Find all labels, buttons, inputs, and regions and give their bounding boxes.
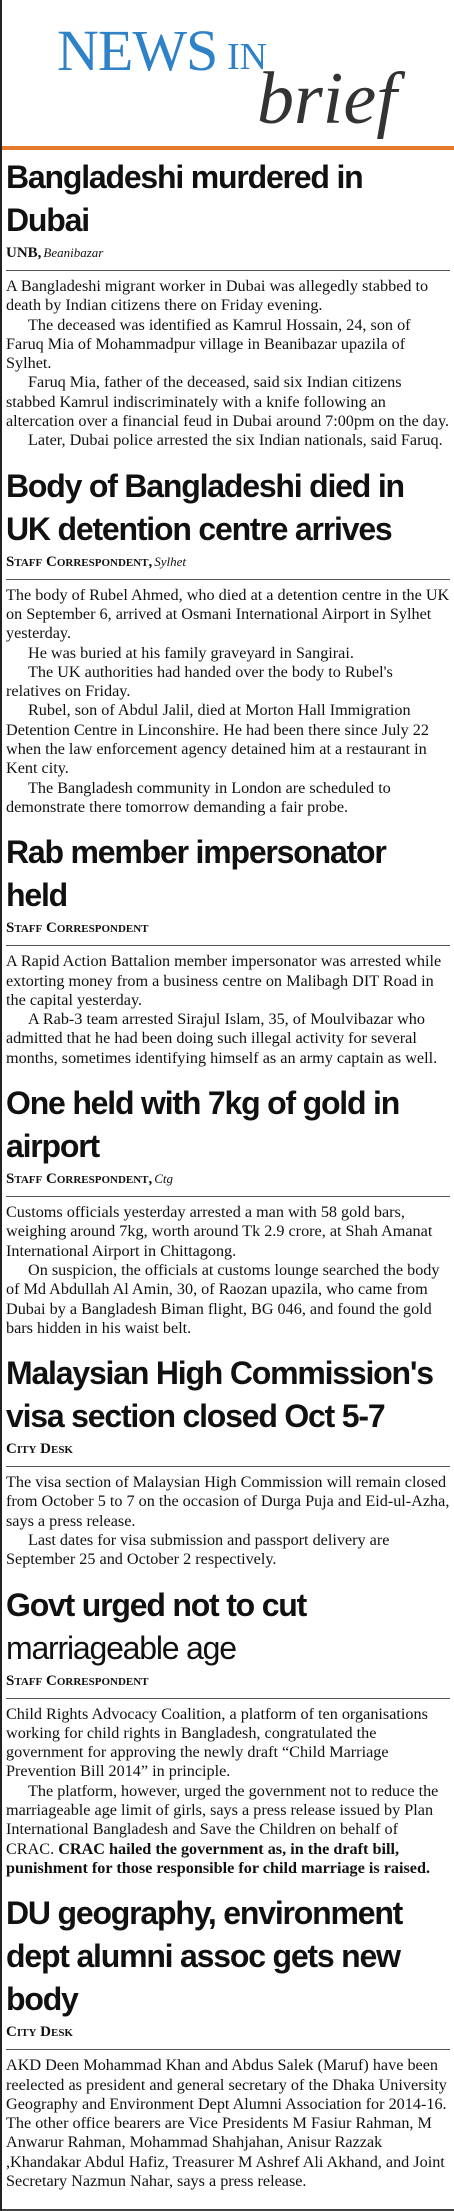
paragraph: The Bangladesh community in London are scheduled to demonstrate there tomorrow demanding a fair probe. xyxy=(6,778,391,816)
story-malaysia-visa xyxy=(2,1352,454,1569)
story-gold-airport xyxy=(2,1082,454,1338)
paragraph-text: The platform, however, urged the government not to reduce the marriageable age limit of girls, says a press release issued by Plan International Bangladesh and Save the Children on behalf of CRAC. xyxy=(6,1781,439,1858)
paragraph: AKD Deen Mohammad Khan and Abdus Salek (Maruf) have been reelected as president and general secretary of the Dhaka University Geography and Environment Dept Alumni Association for 2014-16. The other office bearers are Vice Presidents M Fasiur Rahman, M Anwarur Rahman, Mohammad Shahjahan, Anisur Razzak ,Khandakar Abdul Hafiz, Treasurer M Ashref Ali Akhand, and Joint Secretary Nazmun Nahar, says a press release. xyxy=(6,2056,447,2191)
masthead-brief: brief xyxy=(257,58,397,140)
story-rule xyxy=(6,270,450,271)
story-rule xyxy=(6,2049,450,2050)
story-byline xyxy=(6,1440,450,1458)
byline-location: Beanibazar xyxy=(43,245,104,260)
masthead-rule xyxy=(2,146,454,150)
paragraph: On suspicion, the officials at customs lounge searched the body of Md Abdullah Al Amin, 30, of Raozan upazila, who came from Dubai by a Bangladesh Biman flight, BG 046, and found the gold bars hidden in his waist belt. xyxy=(6,1260,440,1337)
story-body xyxy=(6,586,450,818)
masthead-in: IN xyxy=(227,36,268,78)
story-dubai-murder xyxy=(2,156,454,451)
paragraph: The deceased was identified as Kamrul Hossain, 24, son of Faruq Mia of Mohammadpur village in Beanibazar upazila of Sylhet. xyxy=(6,315,411,373)
story-headline: One held with 7kg of gold in airport xyxy=(6,1085,400,1165)
story-rule xyxy=(6,945,450,946)
paragraph: He was buried at his family graveyard in Sangirai. xyxy=(28,643,354,662)
story-rule xyxy=(6,1698,450,1699)
byline-source: Staff Correspondent, xyxy=(6,553,153,570)
story-rab-impersonator xyxy=(2,831,454,1068)
byline-source: Staff Correspondent xyxy=(6,920,149,937)
byline-location: Sylhet xyxy=(154,553,187,569)
story-byline xyxy=(6,1170,450,1188)
story-rule xyxy=(6,1466,450,1467)
story-body xyxy=(6,277,450,451)
paragraph: Faruq Mia, father of the deceased, said six Indian citizens stabbed Kamrul indiscriminately with a knife following an altercation over a financial feud in Dubai around 7:00pm on the day. xyxy=(6,373,450,431)
paragraph: The body of Rubel Ahmed, who died at a detention centre in the UK on September 6, arrived at Osmani International Airport in Sylhet yesterday. xyxy=(6,585,450,643)
story-body xyxy=(6,952,450,1068)
headline-light: marriageable age xyxy=(6,1629,236,1666)
byline-source: City Desk xyxy=(6,2024,73,2041)
story-du-alumni xyxy=(2,1892,454,2191)
paragraph: A Rapid Action Battalion member impersonator was arrested while extorting money from a business centre on Malibagh DIT Road in the capital yesterday. xyxy=(6,952,442,1009)
story-body xyxy=(6,1203,450,1338)
story-rule xyxy=(6,1196,450,1197)
story-body xyxy=(6,2056,450,2191)
story-body xyxy=(6,1705,450,1879)
paragraph: Rubel, son of Abdul Jalil, died at Morton Hall Immigration Detention Centre in Linconshire. He had been there since July 22 when the law enforcement agency detained him at a restaurant in Kent city. xyxy=(6,701,429,778)
story-byline xyxy=(6,2023,450,2041)
story-headline: Rab member impersonator held xyxy=(6,834,386,914)
paragraph: The UK authorities had handed over the body to Rubel's relatives on Friday. xyxy=(6,662,393,701)
byline-source: UNB, xyxy=(6,245,42,261)
story-headline: Body of Bangladeshi died in UK detention centre arrives xyxy=(6,467,404,547)
masthead-news: NEWS xyxy=(57,18,218,83)
story-headline: Malaysian High Commission's visa section closed Oct 5-7 xyxy=(6,1355,433,1435)
story-body xyxy=(6,1473,450,1569)
paragraph-bold-tail: CRAC hailed the government as, in the draft bill, punishment for those responsible for child marriage is raised. xyxy=(6,1839,431,1877)
story-byline xyxy=(6,244,450,262)
story-rule xyxy=(6,579,450,580)
byline-location: Ctg xyxy=(154,1171,174,1187)
story-headline: Bangladeshi murdered in Dubai xyxy=(6,159,363,238)
story-marriageable-age xyxy=(2,1584,454,1879)
paragraph xyxy=(6,1782,450,1878)
story-uk-detention xyxy=(2,465,454,818)
paragraph: A Rab-3 team arrested Sirajul Islam, 35, of Moulvibazar who admitted that he had been doing such illegal activity for several months, sometimes identifying himself as an army captain as well. xyxy=(6,1010,438,1067)
story-byline xyxy=(6,553,450,571)
paragraph: Last dates for visa submission and passport delivery are September 25 and October 2 respectively. xyxy=(6,1530,390,1569)
headline-bold: Govt urged not to cut xyxy=(6,1586,307,1623)
paragraph: Customs officials yesterday arrested a man with 58 gold bars, weighing around 7kg, worth around Tk 2.9 crore, at Shah Amanat International Airport in Chittagong. xyxy=(6,1203,433,1260)
story-headline xyxy=(6,1584,450,1670)
byline-source: Staff Correspondent xyxy=(6,1672,149,1689)
story-headline: DU geography, environment dept alumni assoc gets new body xyxy=(6,1895,403,2018)
story-byline xyxy=(6,919,450,937)
story-byline xyxy=(6,1672,450,1690)
byline-source: City Desk xyxy=(6,1441,73,1458)
masthead xyxy=(2,0,454,150)
byline-source: Staff Correspondent, xyxy=(6,1171,153,1188)
paragraph: Child Rights Advocacy Coalition, a platform of ten organisations working for child rights in Bangladesh, congratulated the government for approving the newly draft “Child Marriage Prevention Bill 2014” in principle. xyxy=(6,1704,428,1781)
paragraph: Later, Dubai police arrested the six Indian nationals, said Faruq. xyxy=(28,431,443,450)
paragraph: A Bangladeshi migrant worker in Dubai was allegedly stabbed to death by Indian citizens there on Friday evening. xyxy=(6,277,429,315)
paragraph: The visa section of Malaysian High Commission will remain closed from October 5 to 7 on the occasion of Durga Puja and Eid-ul-Azha, says a press release. xyxy=(6,1473,450,1530)
